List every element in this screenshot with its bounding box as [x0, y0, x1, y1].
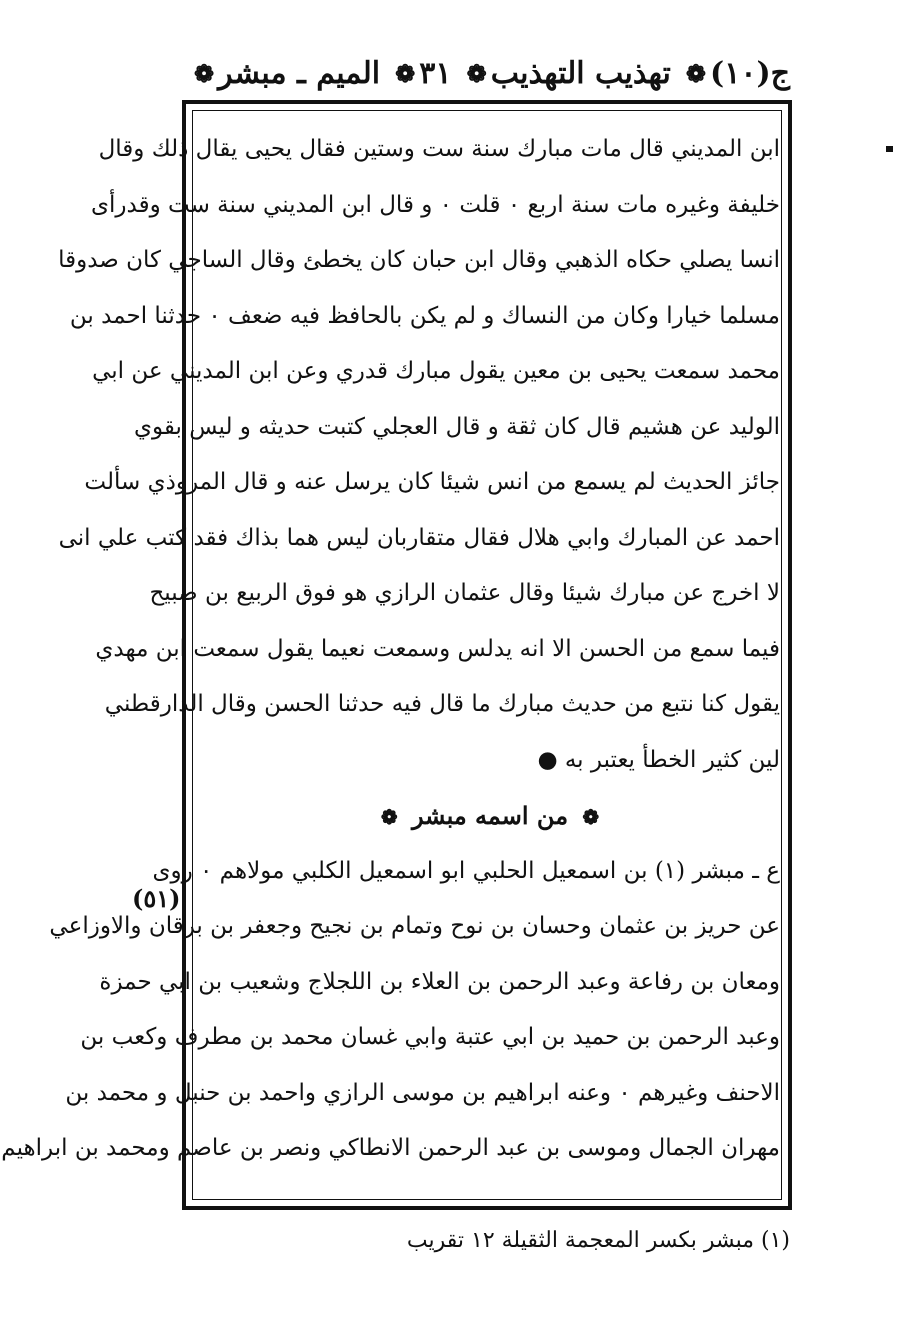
entry-line: الاحنف وغيرهم ٠ وعنه ابراهيم بن موسى الرازي واحمد بن حنبل و محمد بن — [65, 1079, 780, 1106]
footnote: (١) مبشر بكسر المعجمة الثقيلة ١٢ تقريب — [406, 1228, 790, 1253]
section-heading-text: من اسمه مبشر — [411, 801, 569, 830]
end-dot-icon: ● — [537, 746, 558, 773]
header-page-number — [391, 56, 451, 91]
text-line-content: لين كثير الخطأ يعتبر به — [564, 746, 780, 773]
text-line: فيما سمع من الحسن الا انه يدلس وسمعت نعيما يقول سمعت ابن مهدي — [95, 635, 780, 662]
header-section-text: الميم ـ مبشر — [218, 55, 381, 91]
entry-line: مهران الجمال وموسى بن عبد الرحمن الانطاكي ونصر بن عاصم ومحمد بن ابراهيم — [1, 1135, 780, 1161]
text-line: ابن المديني قال مات مبارك سنة ست وستين فقال يحيى يقال ذلك وقال — [98, 136, 780, 162]
text-line: جائز الحديث لم يسمع من انس شيئا كان يرسل عنه و قال المروذي سألت — [84, 469, 780, 495]
text-line: انسا يصلي حكاه الذهبي وقال ابن حبان كان يخطئ وقال الساجي كان صدوقا — [58, 247, 780, 273]
text-line: خليفة وغيره مات سنة اربع ٠ قلت ٠ و قال ابن المديني سنة ست وقدرأى — [91, 191, 780, 218]
text-line: محمد سمعت يحيى بن معين يقول مبارك قدري وعن ابن المديني عن ابي — [92, 358, 780, 384]
flower-ornament-icon: ❁ — [380, 805, 398, 829]
flower-ornament-icon: ❁ — [685, 58, 706, 88]
flower-ornament-icon: ❁ — [466, 58, 487, 88]
text-line: يقول كنا نتبع من حديث مبارك ما قال فيه حدثنا الحسن وقال الدارقطني — [104, 691, 780, 717]
header-book-title — [463, 56, 671, 91]
flower-ornament-icon: ❁ — [194, 58, 215, 88]
header-title-text: تهذيب التهذيب — [490, 55, 671, 91]
entry-line: عن حريز بن عثمان وحسان بن نوح وتمام بن نجيح وجعفر بن برقان والاوزاعي — [49, 913, 780, 939]
running-header — [190, 48, 790, 98]
entry-line: ع ـ مبشر (١) بن اسمعيل الحلبي ابو اسمعيل الكلبي مولاهم ٠ روى — [152, 857, 780, 884]
margin-mark — [886, 146, 893, 152]
entry-line: ومعان بن رفاعة وعبد الرحمن بن العلاء بن اللجلاج وشعيب بن ابي حمزة — [99, 968, 780, 995]
header-section — [190, 56, 380, 91]
text-line: مسلما خيارا وكان من النساك و لم يكن بالحافظ فيه ضعف ٠ حدثنا احمد بن — [69, 302, 780, 329]
flower-ornament-icon: ❁ — [582, 805, 600, 829]
text-line: احمد عن المبارك وابي هلال فقال متقاربان ليس هما بذاك فقد كتب علي انى — [58, 524, 780, 551]
entry-number: (٥١) — [132, 884, 181, 913]
page-number-text: ٣١ — [419, 55, 452, 91]
flower-ornament-icon: ❁ — [395, 58, 416, 88]
header-volume — [682, 56, 790, 91]
text-line-end-of-entry — [200, 733, 780, 789]
section-heading — [200, 788, 780, 844]
entry-line: وعبد الرحمن بن حميد بن ابي عتبة وابي غسان محمد بن مطرف وكعب بن — [80, 1024, 780, 1050]
text-line: لا اخرج عن مبارك شيئا وقال عثمان الرازي هو فوق الربيع بن صبيح — [149, 580, 780, 606]
text-line: الوليد عن هشيم قال كان ثقة و قال العجلي كتبت حديثه و ليس بقوي — [133, 413, 780, 440]
header-volume-text: ج(١٠) — [710, 55, 790, 91]
